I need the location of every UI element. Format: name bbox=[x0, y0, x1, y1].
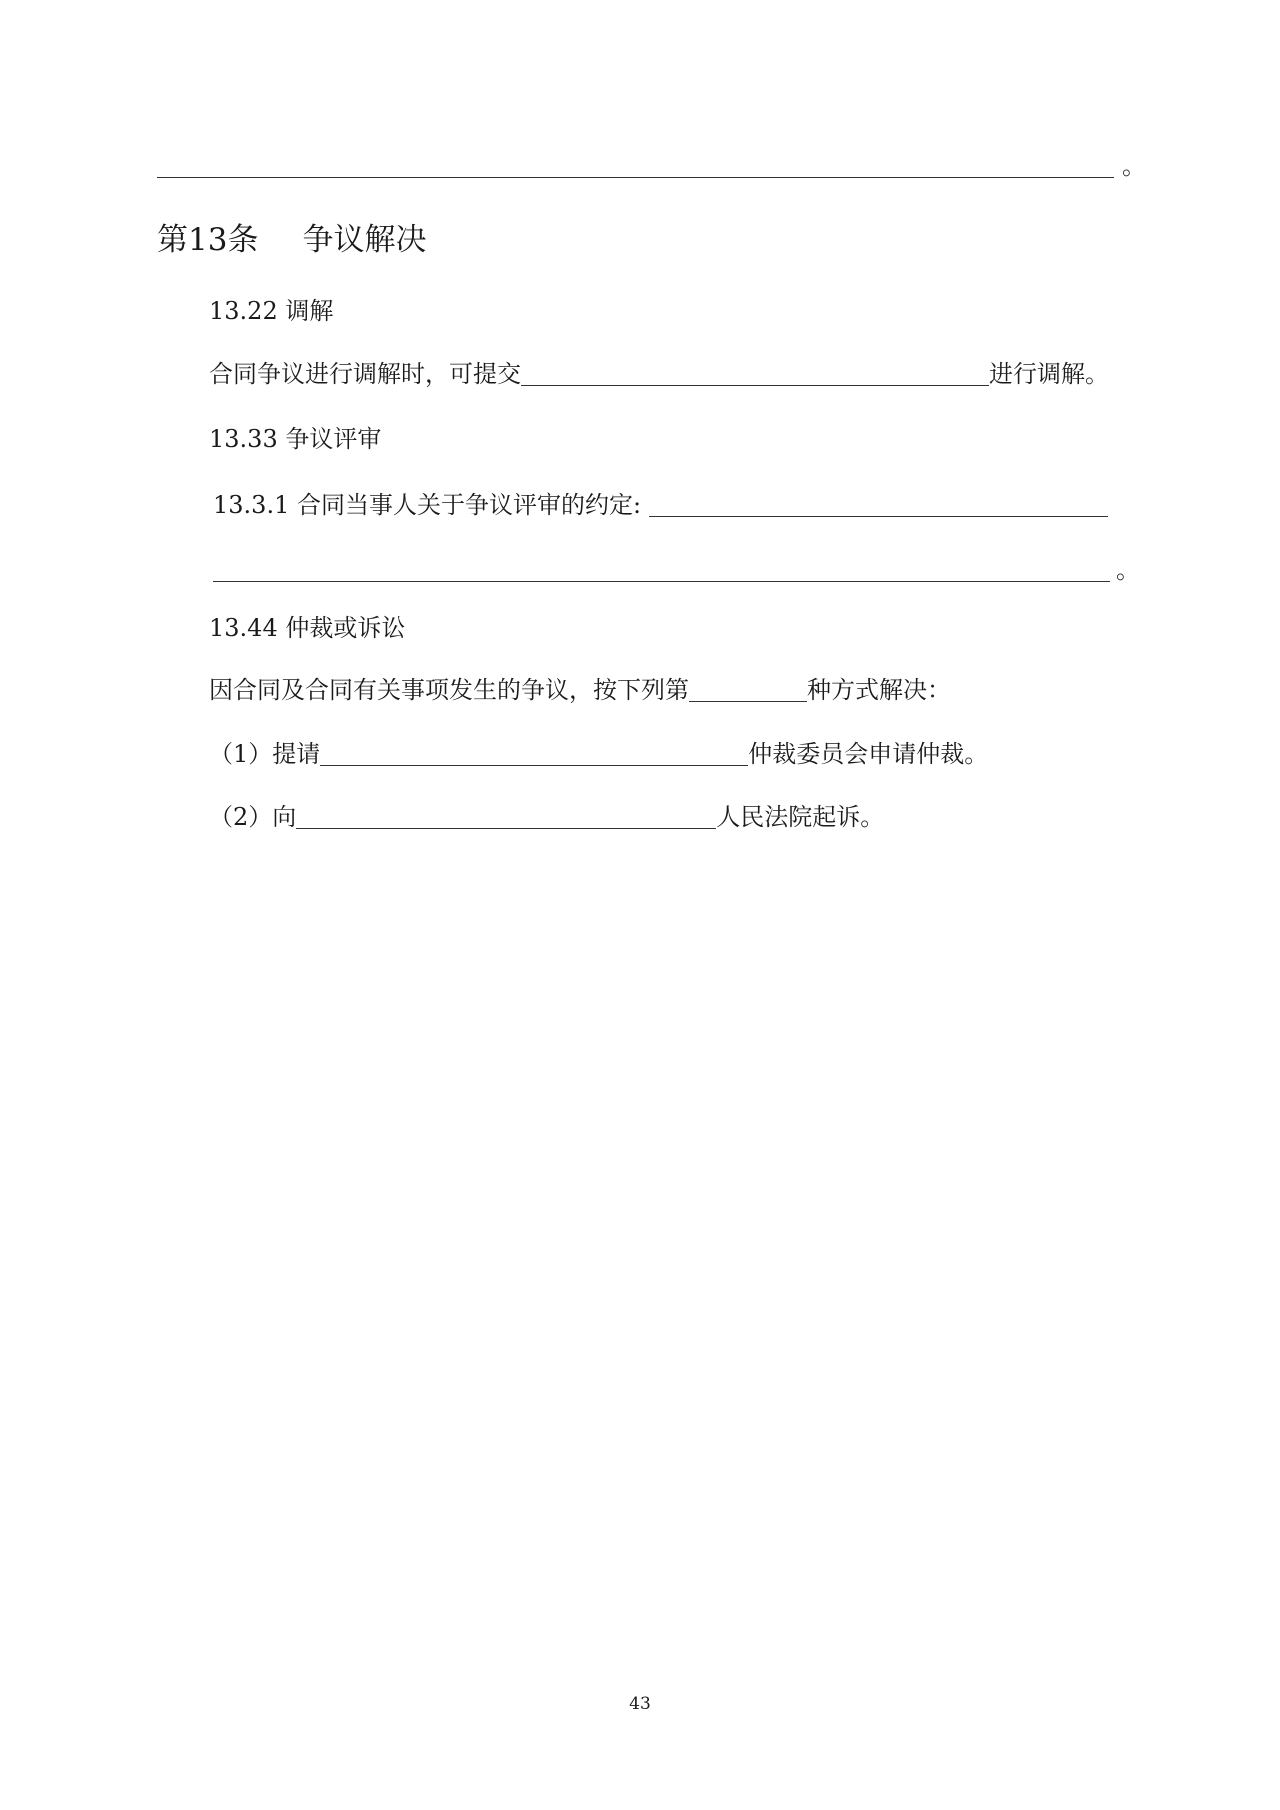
mediation-body-blank[interactable] bbox=[521, 361, 989, 386]
court-blank[interactable] bbox=[296, 804, 716, 829]
option2-text-after: 人民法院起诉。 bbox=[716, 803, 885, 831]
continuation-line bbox=[157, 150, 1146, 182]
page-number: 43 bbox=[629, 1694, 651, 1714]
resolution-method-blank[interactable] bbox=[689, 677, 807, 702]
option1-text-after: 仲裁委员会申请仲裁。 bbox=[748, 740, 989, 768]
option1-text-before: （1）提请 bbox=[209, 740, 321, 768]
article-number: 第13条 bbox=[157, 222, 259, 258]
article-heading bbox=[157, 220, 426, 260]
dispute-review-clause bbox=[213, 489, 1108, 521]
resolution-text-before: 因合同及合同有关事项发生的争议，按下列第 bbox=[209, 676, 689, 704]
dispute-review-continuation bbox=[213, 554, 1140, 586]
option-arbitration bbox=[209, 738, 988, 770]
dispute-review-label: 13.3.1 合同当事人关于争议评审的约定: bbox=[213, 491, 642, 519]
article-title: 争议解决 bbox=[302, 222, 427, 258]
option-litigation bbox=[209, 801, 884, 833]
dispute-review-blank-1[interactable] bbox=[649, 492, 1108, 517]
dispute-review-end-punct: 。 bbox=[1116, 556, 1140, 584]
resolution-method-clause bbox=[209, 674, 951, 706]
mediation-clause bbox=[209, 358, 1109, 390]
option2-text-before: （2）向 bbox=[209, 803, 297, 831]
section-heading-mediation: 13.22 调解 bbox=[209, 297, 334, 325]
mediation-text-before: 合同争议进行调解时，可提交 bbox=[209, 360, 521, 388]
resolution-text-after: 种方式解决： bbox=[807, 676, 951, 704]
end-punctuation: 。 bbox=[1122, 152, 1146, 180]
mediation-text-after: 进行调解。 bbox=[989, 360, 1109, 388]
section-heading-arbitration: 13.44 仲裁或诉讼 bbox=[209, 614, 406, 642]
arbitration-commission-blank[interactable] bbox=[320, 741, 748, 766]
section-heading-dispute-review: 13.33 争议评审 bbox=[209, 425, 382, 453]
fill-blank[interactable] bbox=[157, 153, 1114, 178]
dispute-review-blank-2[interactable] bbox=[213, 557, 1110, 582]
